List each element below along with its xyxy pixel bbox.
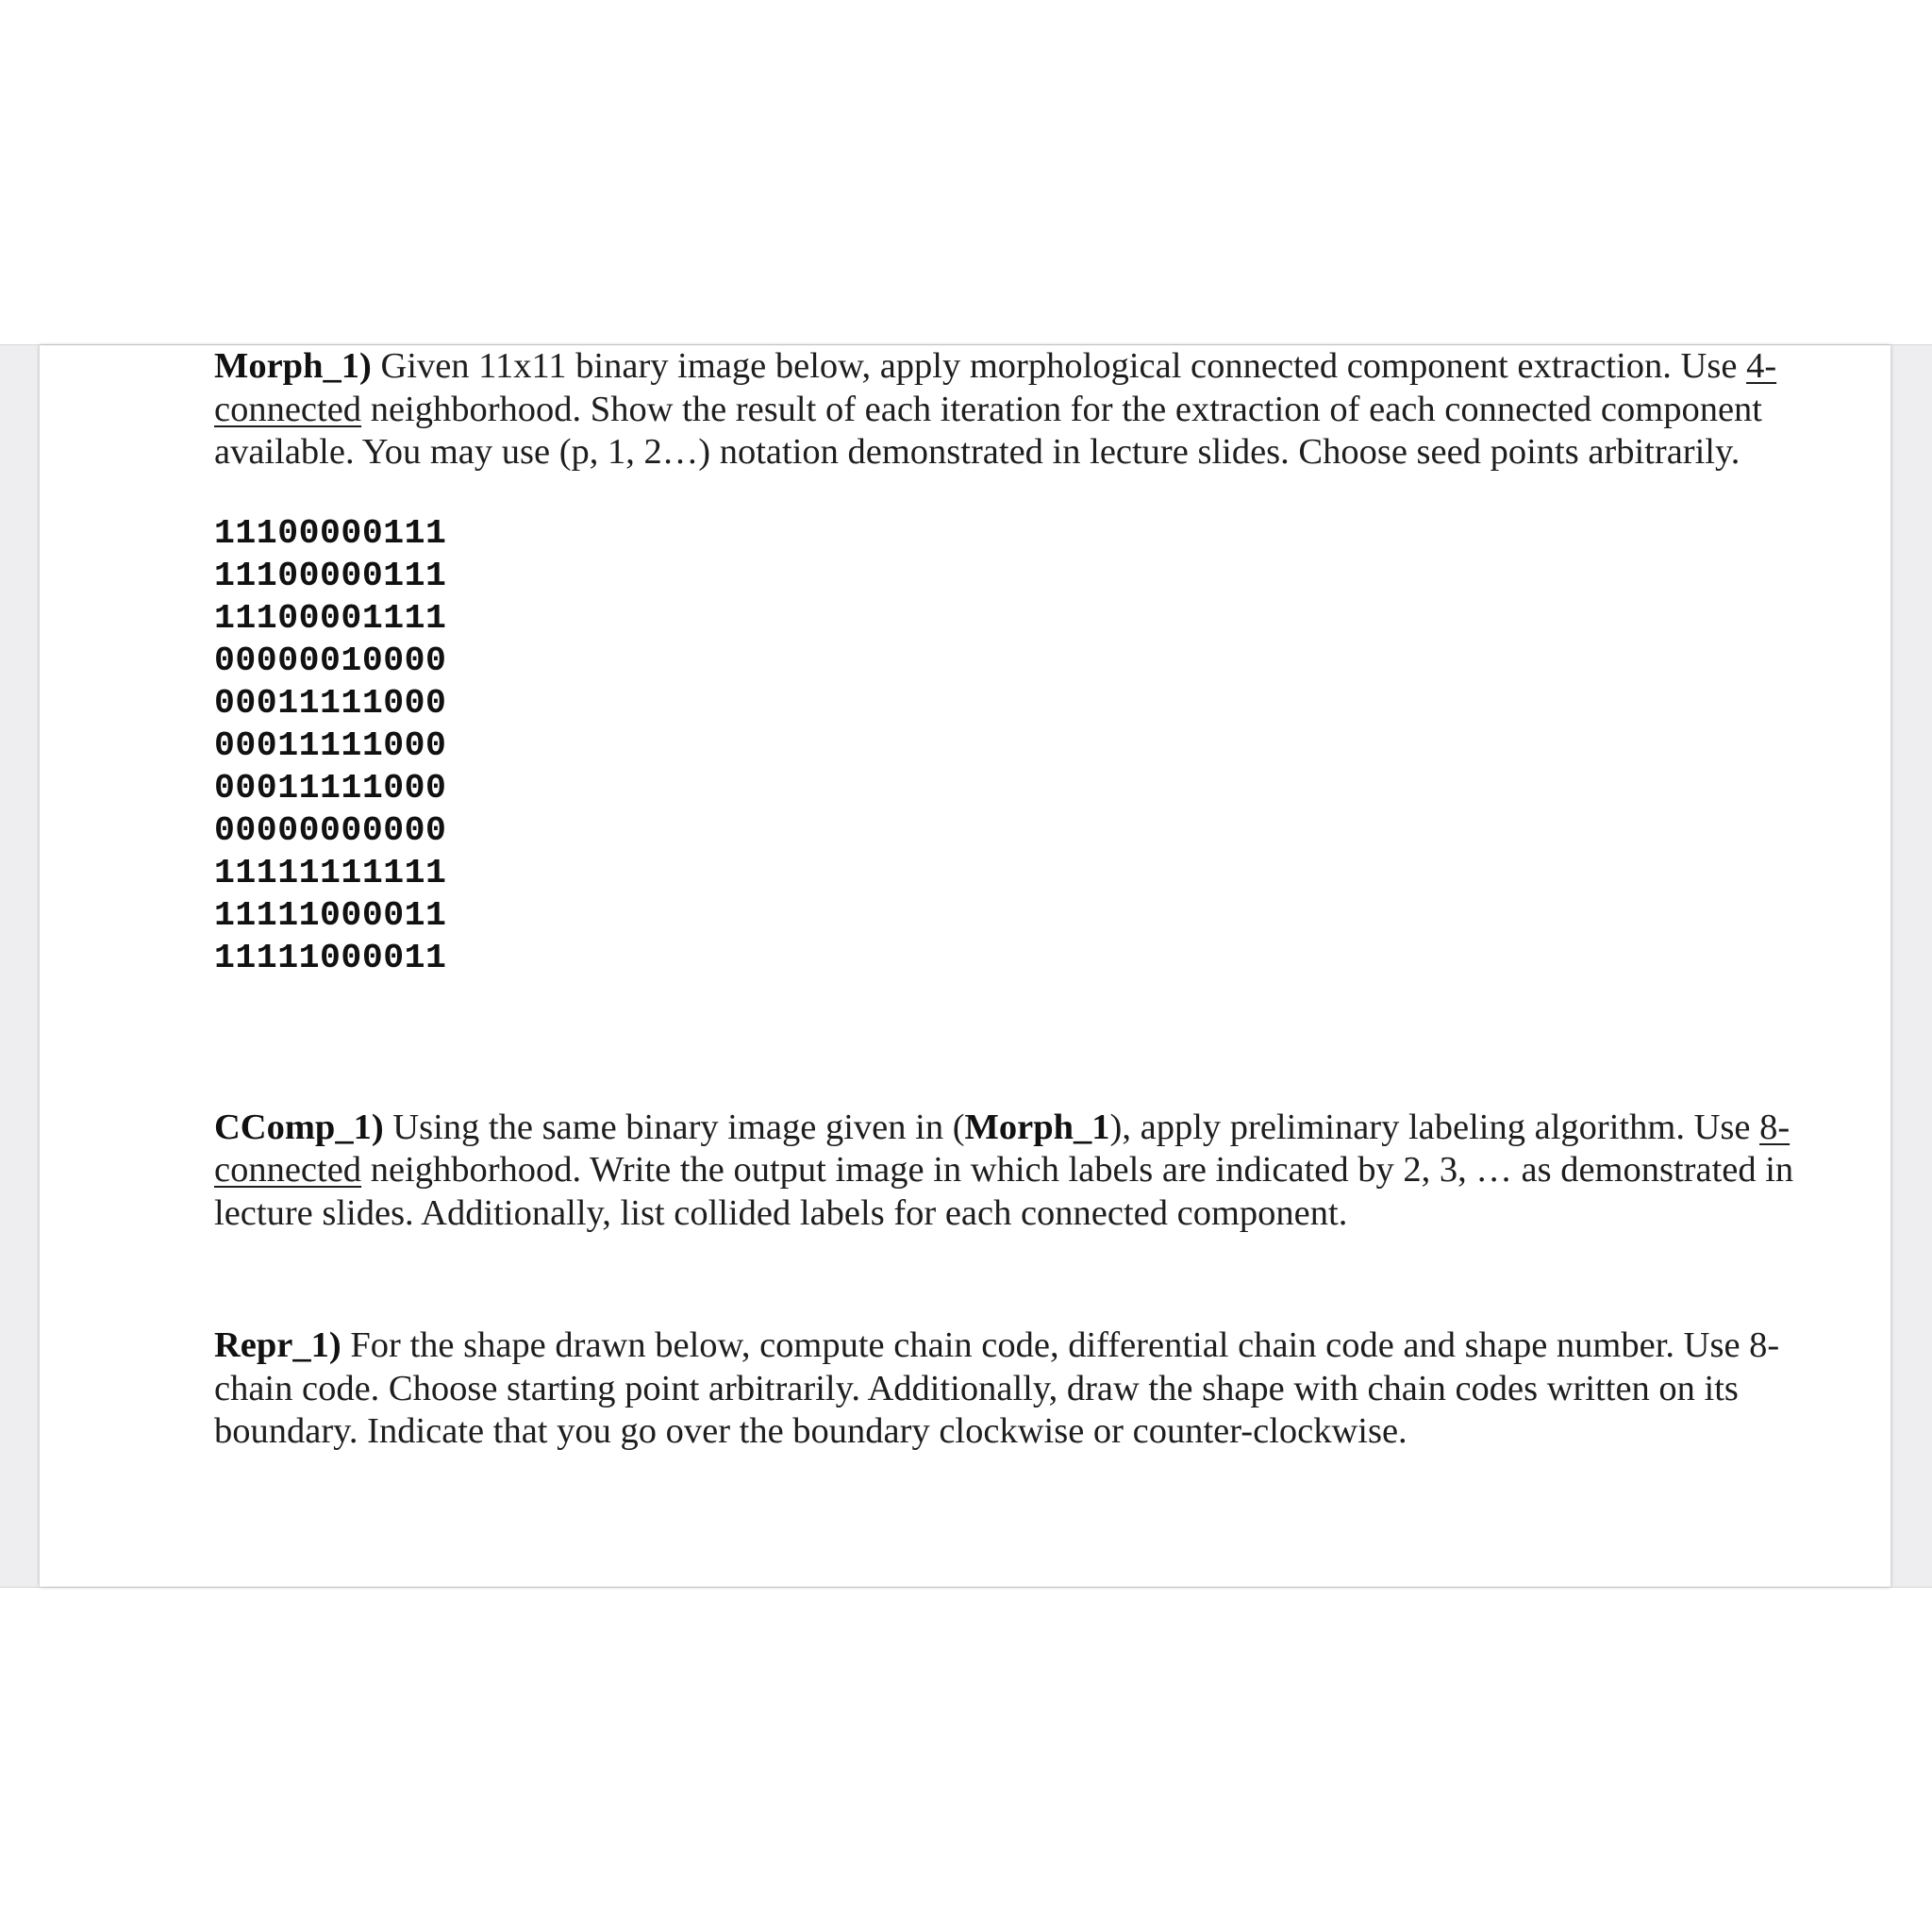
term-8-connected: 8-connected	[214, 1107, 1790, 1190]
question-text: Using the same binary image given in (	[383, 1107, 965, 1147]
matrix-row: 11100000111	[214, 556, 447, 595]
question-text: Given 11x11 binary image below, apply morphological connected component extraction. Use	[371, 346, 1747, 386]
question-label-repr-1: Repr_1)	[214, 1325, 341, 1365]
question-label-morph-1: Morph_1)	[214, 346, 372, 386]
matrix-row: 11111000011	[214, 938, 447, 977]
question-text: neighborhood. Show the result of each iteration for the extraction of each connected component available. You may use (p, 1, 2…) notation demonstrated in lecture slides. Choose seed points arbitrarily.	[214, 389, 1763, 472]
question-text: ), apply preliminary labeling algorithm. Use	[1109, 1107, 1760, 1147]
question-repr-1	[214, 1324, 1818, 1454]
matrix-row: 00011111000	[214, 725, 447, 765]
matrix-row: 11100001111	[214, 598, 447, 638]
matrix-row: 00000010000	[214, 641, 447, 680]
question-text: neighborhood. Write the output image in which labels are indicated by 2, 3, … as demonstrated in lecture slides. Additionally, list collided labels for each connected component.	[214, 1150, 1794, 1233]
question-ccomp-1	[214, 1107, 1818, 1236]
question-reference-morph-1: Morph_1	[964, 1107, 1110, 1147]
binary-image-matrix	[214, 512, 1818, 979]
question-text: For the shape drawn below, compute chain code, differential chain code and shape number. Use 8-chain code. Choose starting point arbitrarily. Additionally, draw the shape with chain codes written on its boundary. Indicate that you go over the boundary clockwise or counter-clockwise.	[214, 1325, 1780, 1451]
page-content	[214, 345, 1818, 1454]
matrix-row: 11100000111	[214, 513, 447, 553]
term-4-connected: 4-connected	[214, 346, 1777, 429]
question-morph-1	[214, 345, 1818, 475]
document-viewer	[0, 344, 1932, 1588]
matrix-row: 11111000011	[214, 895, 447, 935]
matrix-row: 00011111000	[214, 683, 447, 723]
matrix-row: 00011111000	[214, 768, 447, 808]
matrix-row: 00000000000	[214, 810, 447, 850]
matrix-row: 11111111111	[214, 853, 447, 892]
document-page	[40, 345, 1890, 1587]
question-label-ccomp-1: CComp_1)	[214, 1107, 384, 1147]
